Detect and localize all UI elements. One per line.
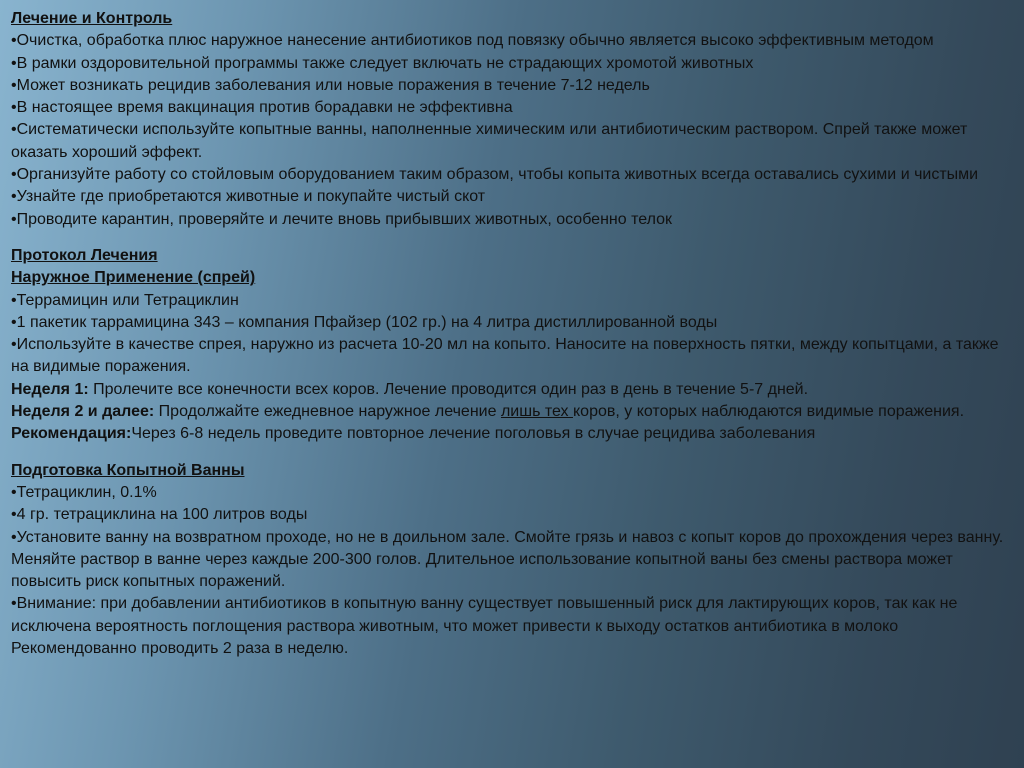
list-item: •Может возникать рецидив заболевания или новые поражения в течение 7-12 недель	[11, 76, 650, 94]
spacer	[11, 231, 1016, 245]
week2-underlined-text: лишь тех	[500, 403, 573, 421]
list-item: •Террамицин или Тетрациклин	[11, 291, 239, 309]
list-item: •4 гр. тетрациклина на 100 литров воды	[11, 506, 308, 524]
recommendation-label: Рекомендация:	[11, 425, 132, 443]
week2-paragraph	[11, 401, 1016, 423]
list-item: •Используйте в качестве спрея, наружно из расчета 10-20 мл на копыто. Наносите на поверхность пятки, между копытцами, а также на видимые поражения.	[11, 336, 999, 376]
list-item: •Очистка, обработка плюс наружное нанесение антибиотиков под повязку обычно является высоко эффективным методом	[11, 32, 934, 50]
section-heading-treatment-protocol: Протокол Лечения	[11, 246, 158, 264]
footer-note: Рекомендованно проводить 2 раза в неделю.	[11, 640, 349, 658]
week1-text: Пролечите все конечности всех коров. Лечение проводится один раз в день в течение 5-7 дней.	[88, 380, 809, 398]
list-item: •Внимание: при добавлении антибиотиков в копытную ванну существует повышенный риск для лактирующих коров, так как не исключена вероятность поглощения раствора животным, что может привести к выходу остатков антибиотика в молоко	[11, 595, 958, 635]
list-item: •Проводите карантин, проверяйте и лечите вновь прибывших животных, особенно телок	[11, 210, 673, 228]
list-item: •Организуйте работу со стойловым оборудованием таким образом, чтобы копыта животных всегда оставались сухими и чистыми	[11, 166, 979, 184]
section-heading-foot-bath: Подготовка Копытной Ванны	[11, 461, 245, 479]
slide-content	[11, 8, 1016, 660]
section-subheading-spray: Наружное Применение (спрей)	[11, 269, 256, 287]
list-item: •Систематически используйте копытные ванны, наполненные химическим или антибиотическим раствором. Спрей также может оказать хороший эффект.	[11, 121, 968, 161]
list-item: •В настоящее время вакцинация против борадавки не эффективна	[11, 99, 513, 117]
recommendation-paragraph	[11, 423, 1016, 445]
recommendation-text: Через 6-8 недель проведите повторное лечение поголовья в случае рецидива заболевания	[131, 425, 816, 443]
section-heading-treatment-control: Лечение и Контроль	[11, 10, 173, 27]
list-item: •Тетрациклин, 0.1%	[11, 483, 157, 501]
spacer	[11, 446, 1016, 460]
week2-text-b: коров, у которых наблюдаются видимые поражения.	[572, 403, 965, 421]
list-item: •Установите ванну на возвратном проходе, но не в доильном зале. Смойте грязь и навоз с копыт коров до прохождения через ванну. Меняйте раствор в ванне через каждые 200-300 голов. Длительное использование копытной ваны без смены раствора может повысить риск копытных поражений.	[11, 528, 1004, 591]
week1-label: Неделя 1:	[11, 380, 89, 398]
list-item: •В рамки оздоровительной программы также следует включать не страдающих хромотой животных	[11, 54, 754, 72]
list-item: •Узнайте где приобретаются животные и покупайте чистый скот	[11, 188, 486, 206]
week1-paragraph	[11, 379, 1016, 401]
week2-text-a: Продолжайте ежедневное наружное лечение	[154, 403, 501, 421]
list-item: •1 пакетик таррамицина 343 – компания Пфайзер (102 гр.) на 4 литра дистиллированной воды	[11, 313, 718, 331]
week2-label: Неделя 2 и далее:	[11, 403, 155, 421]
